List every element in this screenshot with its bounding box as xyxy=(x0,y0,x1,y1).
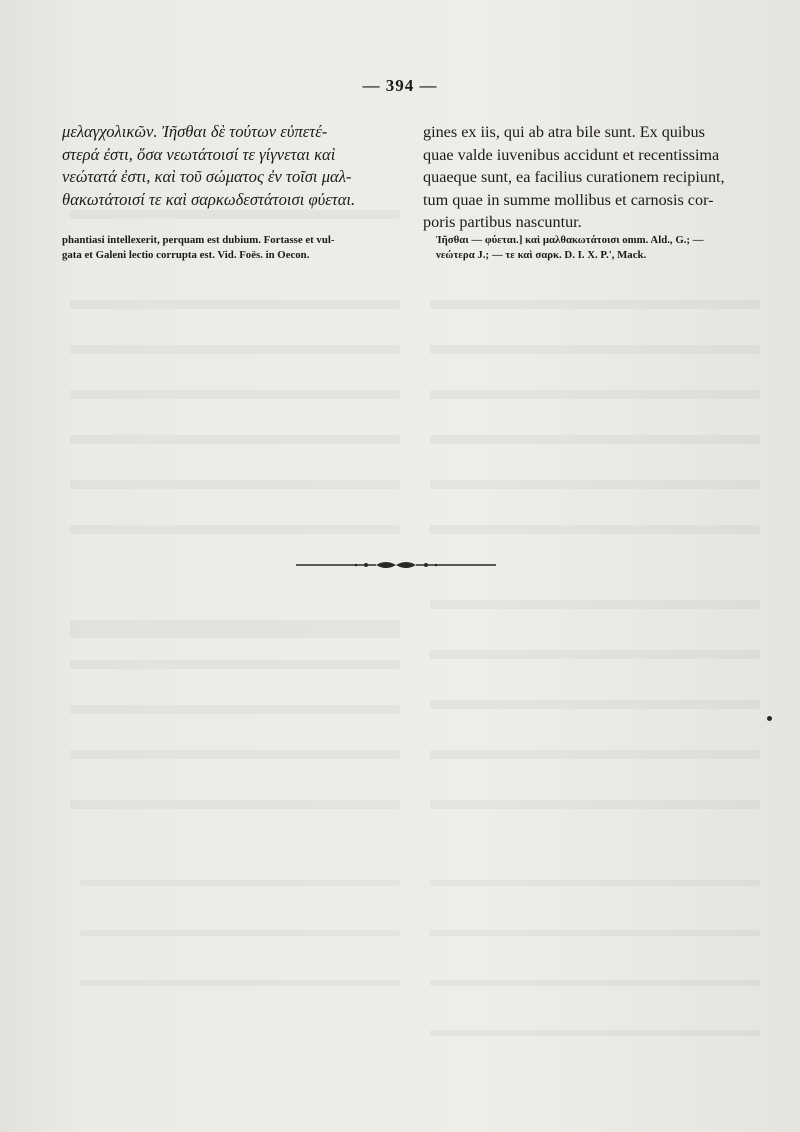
latin-paragraph: gines ex iis, qui ab atra bile sunt. Ex quibus quae valde iuvenibus accidunt et recentissima quaeque sunt, ea facilius curationem recipiunt, tum quae in summe mollibus et carnosis cor- poris partibus nascuntur. xyxy=(423,123,725,231)
greek-paragraph: μελαγχολικῶν. Ἰῆσθαι δὲ τούτων εὐπετέ- στερά ἐστι, ὅσα νεωτάτοισί τε γίγνεται καὶ νεώτατά ἐστι, καὶ τοῦ σώματος ἐν τοῖσι μαλ- θακωτάτοισί τε καὶ σαρκωδεστάτοισι φύεται. xyxy=(62,122,356,209)
latin-column xyxy=(423,121,763,234)
ink-speck xyxy=(767,716,772,721)
footnote-left: phantiasi intellexerit, perquam est dubium. Fortasse et vul- gata et Galeni lectio corrupta est. Vid. Foës. in Oecon. xyxy=(62,234,335,261)
greek-column xyxy=(62,121,397,211)
footnote-right: Ἰῆσθαι — φύεται.] καὶ μαλθακωτάτοισι omm. Ald., G.; — νεώτερα J.; — τε καὶ σαρκ. D. I. X. P.', Mack. xyxy=(436,234,704,261)
page-number: — 394 — xyxy=(362,76,438,95)
ornamental-rule xyxy=(296,558,496,572)
